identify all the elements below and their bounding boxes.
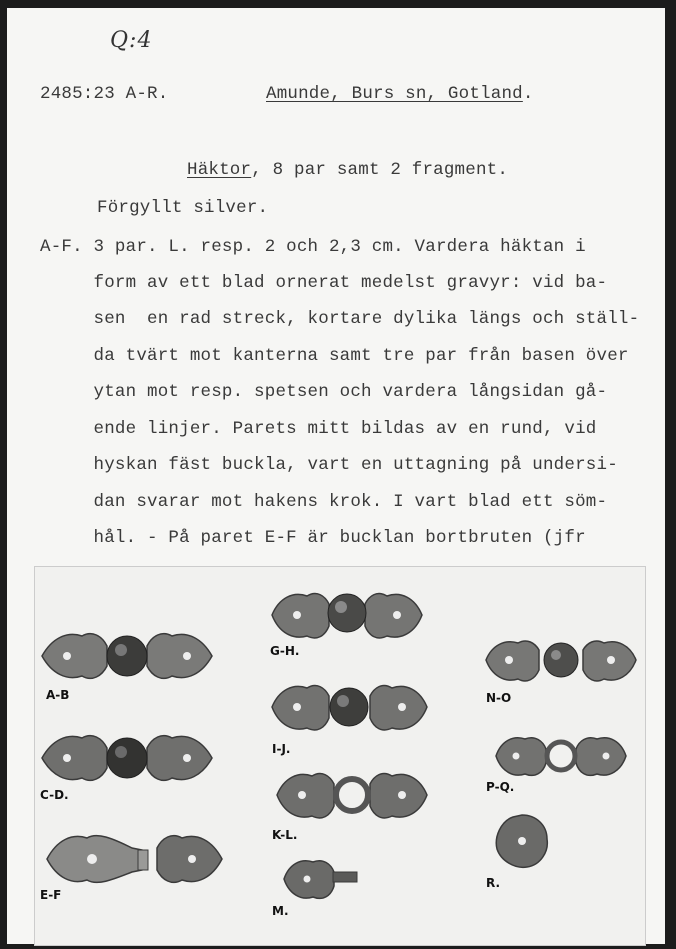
body-line: ende linjer. Parets mitt bildas av en rund, vid <box>40 419 597 439</box>
location: Amunde, Burs sn, Gotland <box>266 84 523 104</box>
label-m: M. <box>272 904 289 918</box>
label-gh: G-H. <box>270 644 300 658</box>
hook-pair-cd-icon <box>37 728 217 788</box>
body-line: form av ett blad ornerat medelst gravyr: vid ba- <box>40 273 608 293</box>
label-ef: E-F <box>40 888 62 902</box>
hook-pair-ef-icon <box>42 828 227 890</box>
hook-fragment-m-icon <box>279 854 364 904</box>
artifact-photo <box>34 566 646 946</box>
label-ab: A-B <box>46 688 70 702</box>
hook-pair-ab-icon <box>37 626 217 686</box>
title-rest: , 8 par samt 2 fragment. <box>251 160 509 180</box>
hook-pair-ij-icon <box>267 678 432 736</box>
body-line: hål. - På paret E-F är bucklan bortbruten (jfr <box>40 528 586 548</box>
label-no: N-O <box>486 691 512 705</box>
title-word: Häktor <box>187 160 252 180</box>
hook-pair-pq-icon <box>491 731 631 781</box>
label-ij: I-J. <box>272 742 291 756</box>
hook-pair-no-icon <box>481 634 641 686</box>
body-line: ytan mot resp. spetsen och vardera långsidan gå- <box>40 382 608 402</box>
handwritten-code: Q:4 <box>110 28 153 53</box>
body-line: dan svarar mot hakens krok. I vart blad ett söm- <box>40 492 608 512</box>
material-line: Förgyllt silver. <box>97 198 269 218</box>
location-line <box>266 84 534 104</box>
label-pq: P-Q. <box>486 780 515 794</box>
label-cd: C-D. <box>40 788 69 802</box>
hook-fragment-r-icon <box>491 811 553 871</box>
hook-pair-gh-icon <box>267 586 427 644</box>
label-r: R. <box>486 876 501 890</box>
hook-pair-kl-icon <box>272 766 432 824</box>
body-line: sen en rad streck, kortare dylika längs och ställ- <box>40 309 640 329</box>
body-line: da tvärt mot kanterna samt tre par från basen över <box>40 346 629 366</box>
body-line: hyskan fäst buckla, vart en uttagning på undersi- <box>40 455 618 475</box>
label-kl: K-L. <box>272 828 298 842</box>
location-suffix: . <box>522 84 534 104</box>
title-line <box>187 160 508 180</box>
body-line: A-F. 3 par. L. resp. 2 och 2,3 cm. Vardera häktan i <box>40 237 586 257</box>
catalog-number: 2485:23 A-R. <box>40 84 169 104</box>
